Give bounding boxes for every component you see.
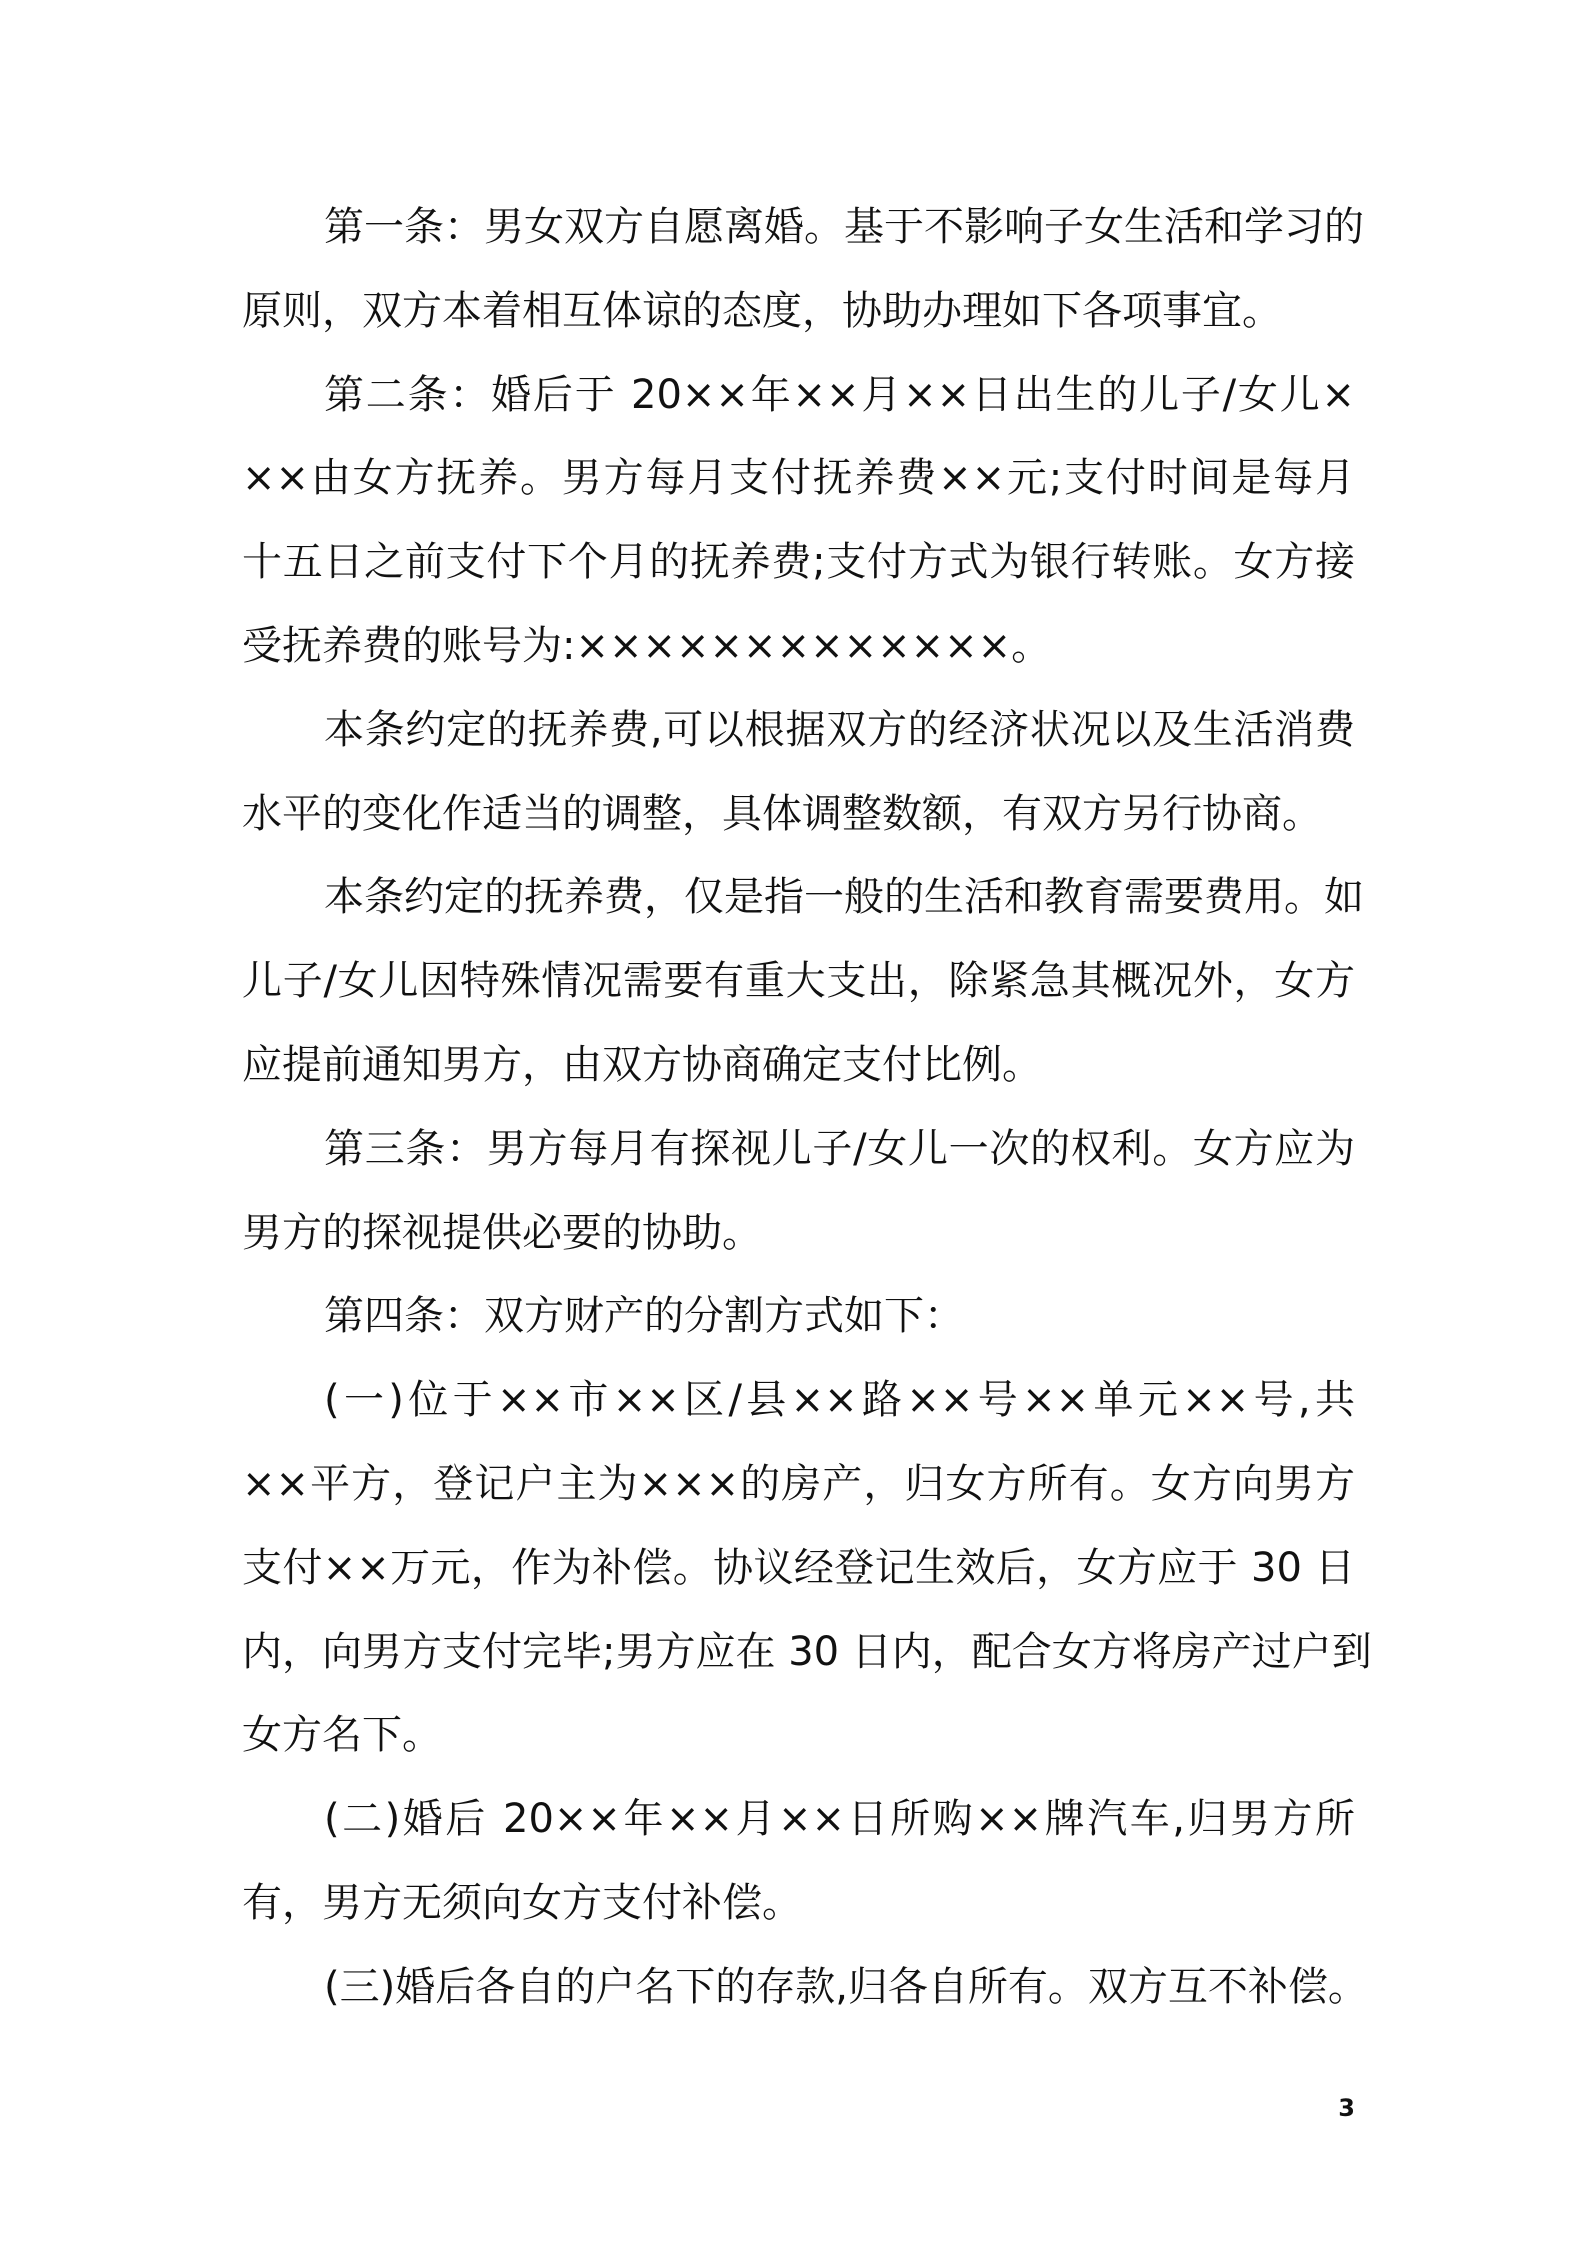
paragraph-property-deposits [242,1946,1368,2030]
paragraph-article-3 [242,1108,1355,1276]
text-line: 十五日之前支付下个月的抚养费;支付方式为银行转账。女方接 [242,539,1355,586]
text-line: 受抚养费的账号为:×××××××××××××。 [242,622,1052,669]
text-line: (二)婚后 20××年××月××日所购××牌汽车,归男方所 [324,1796,1355,1843]
paragraph-article-4 [242,1275,1355,1359]
text-line: (一)位于××市××区/县××路××号××单元××号,共 [324,1377,1355,1424]
text-line: 女方名下。 [242,1712,442,1759]
paragraph-support-adjustment [242,689,1355,857]
paragraph-article-1 [242,186,1364,354]
paragraph-property-house [242,1359,1372,1778]
text-line: 原则，双方本着相互体谅的态度，协助办理如下各项事宜。 [242,287,1282,334]
text-line: 第一条：男女双方自愿离婚。基于不影响子女生活和学习的 [324,204,1364,250]
text-line: 男方的探视提供必要的协助。 [242,1209,762,1256]
text-line: ××由女方抚养。男方每月支付抚养费××元;支付时间是每月 [242,455,1355,502]
text-line: (三)婚后各自的户名下的存款,归各自所有。双方互不补偿。 [324,1963,1368,2010]
text-line: 应提前通知男方，由双方协商确定支付比例。 [242,1041,1042,1088]
document-body [242,186,1372,2030]
text-line: 第二条：婚后于 20××年××月××日出生的儿子/女儿× [324,371,1355,418]
text-line: 第三条：男方每月有探视儿子/女儿一次的权利。女方应为 [324,1125,1355,1172]
text-line: 支付××万元，作为补偿。协议经登记生效后，女方应于 30 日 [242,1544,1355,1591]
text-line: 儿子/女儿因特殊情况需要有重大支出，除紧急其概况外，女方 [242,958,1355,1005]
text-line: 本条约定的抚养费,可以根据双方的经济状况以及生活消费 [324,706,1355,753]
text-line: ××平方，登记户主为×××的房产，归女方所有。女方向男方 [242,1460,1355,1507]
paragraph-support-scope [242,856,1364,1107]
text-line: 内，向男方支付完毕;男方应在 30 日内，配合女方将房产过户到 [242,1628,1372,1675]
text-line: 第四条：双方财产的分割方式如下： [324,1293,964,1340]
page-number: 3 [1338,2094,1355,2122]
text-line: 本条约定的抚养费，仅是指一般的生活和教育需要费用。如 [324,874,1364,921]
text-line: 水平的变化作适当的调整，具体调整数额，有双方另行协商。 [242,790,1322,837]
text-line: 有，男方无须向女方支付补偿。 [242,1879,802,1926]
paragraph-property-car [242,1778,1355,1946]
paragraph-article-2 [242,354,1355,689]
